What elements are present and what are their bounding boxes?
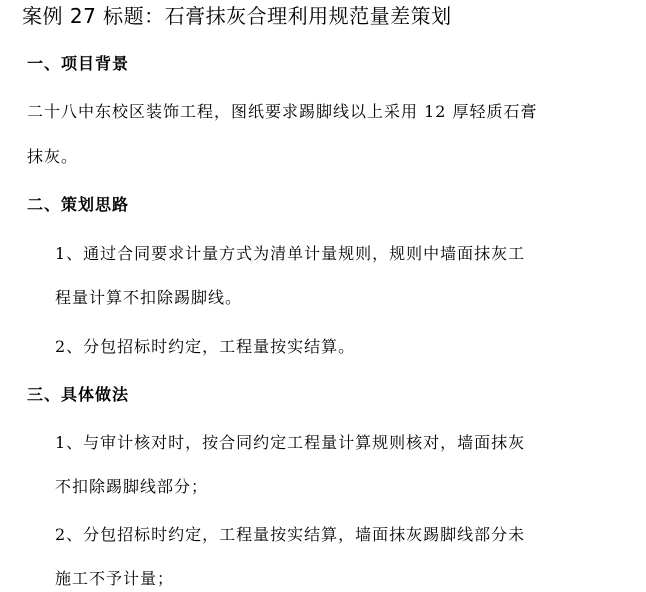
section-heading-background: 一、项目背景: [27, 54, 130, 73]
method-item-1-line-2: 不扣除踢脚线部分；: [55, 477, 209, 496]
section-heading-specific-method: 三、具体做法: [27, 385, 130, 404]
background-paragraph-line-1: 二十八中东校区装饰工程，图纸要求踢脚线以上采用 12 厚轻质石膏: [27, 102, 538, 121]
method-item-1-line-1: 1、与审计核对时，按合同约定工程量计算规则核对，墙面抹灰: [55, 433, 526, 452]
method-item-2-line-1: 2、分包招标时约定，工程量按实结算，墙面抹灰踢脚线部分未: [55, 525, 526, 544]
method-item-2-line-2: 施工不予计量；: [55, 569, 175, 588]
planning-item-2-line-1: 2、分包招标时约定，工程量按实结算。: [55, 337, 356, 356]
planning-item-1-line-1: 1、通过合同要求计量方式为清单计量规则，规则中墙面抹灰工: [55, 244, 526, 263]
planning-item-1-line-2: 程量计算不扣除踢脚线。: [55, 288, 243, 307]
document-title: 案例 27 标题：石膏抹灰合理利用规范量差策划: [22, 4, 452, 28]
section-heading-planning-idea: 二、策划思路: [27, 195, 130, 214]
background-paragraph-line-2: 抹灰。: [27, 147, 79, 166]
